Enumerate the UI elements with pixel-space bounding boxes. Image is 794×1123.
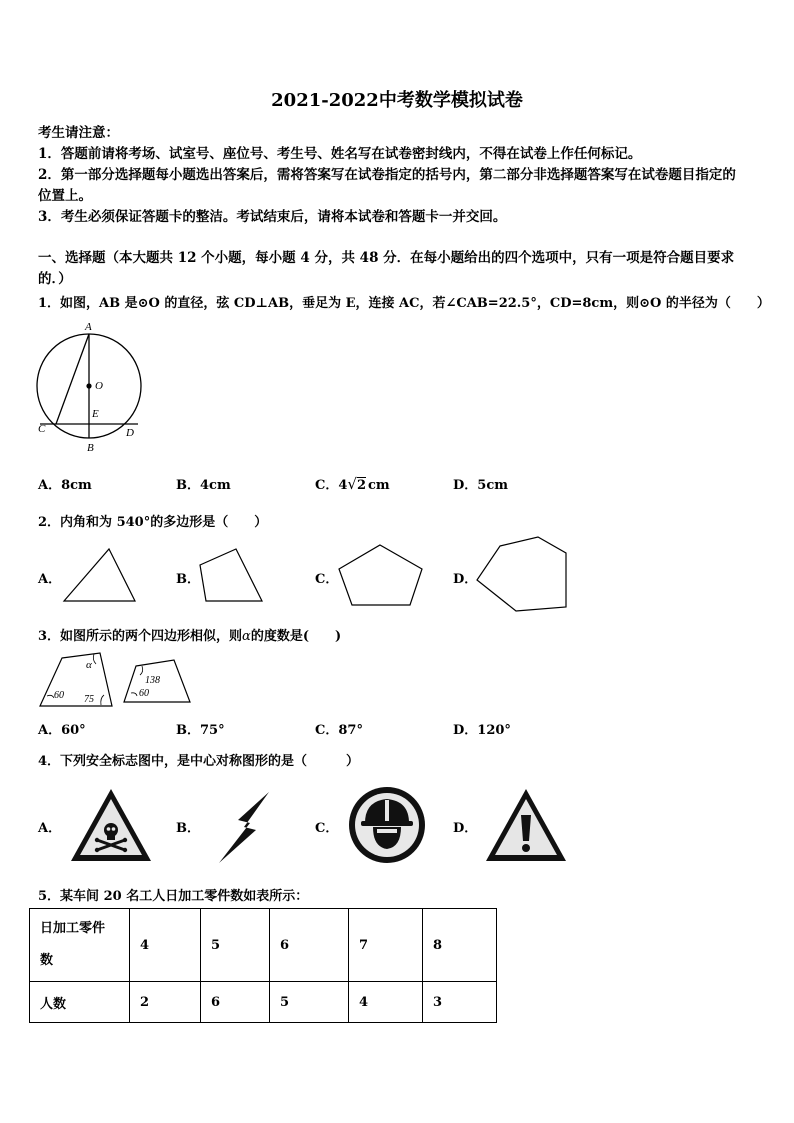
hexagon-shape (474, 534, 570, 614)
q1-option-a: A．8cm (38, 478, 92, 493)
notice-heading: 考生请注意： (38, 125, 119, 141)
q3-option-b: B．75° (176, 723, 225, 738)
table-cell: 4 (130, 909, 201, 982)
q4-option-d: D． (453, 821, 478, 836)
notice-item-1: 1．答题前请将考场、试室号、座位号、考生号、姓名写在试卷密封线内，不得在试卷上作任何标记。 (38, 146, 642, 162)
label-angle-75: 75 (84, 694, 94, 705)
table-cell: 4 (349, 982, 423, 1023)
q2-option-b: B． (176, 572, 200, 587)
table-cell: 5 (270, 982, 349, 1023)
sqrt-sign: √ (347, 475, 357, 493)
label-a: A (85, 321, 92, 333)
q3-stem-prefix: 3．如图所示的两个四边形相似，则 (38, 629, 243, 644)
table-cell: 7 (349, 909, 423, 982)
q3-quadrilaterals-figure (36, 650, 206, 712)
q1-option-c-prefix: C．4 (315, 478, 348, 493)
segment-ac (56, 334, 89, 424)
table-row (30, 982, 497, 1023)
q3-stem-suffix: 的度数是( ) (250, 629, 342, 644)
exclamation-warning-icon (484, 787, 568, 863)
q3-stem (38, 625, 341, 644)
hard-hat-icon (347, 785, 427, 865)
q3-option-d: D．120° (453, 723, 511, 738)
triangle-shape (60, 546, 140, 604)
q2-option-a: A． (38, 572, 62, 587)
table-row (30, 909, 497, 982)
table-cell: 5 (201, 909, 270, 982)
label-angle-60-b: 60 (139, 688, 149, 699)
q2-option-c: C． (315, 572, 339, 587)
q1-stem: 1．如图，AB 是⊙O 的直径，弦 CD⊥AB，垂足为 E，连接 AC，若∠CAB=22.5°，CD=8cm，则⊙O 的半径为（ ） (38, 296, 770, 311)
label-angle-60-a: 60 (54, 690, 64, 701)
label-angle-138: 138 (145, 675, 160, 686)
label-d: D (126, 427, 134, 439)
center-o (86, 383, 91, 388)
notice-item-3: 3．考生必须保证答题卡的整洁。考试结束后，请将本试卷和答题卡一并交回。 (38, 209, 507, 225)
q5-data-table (29, 908, 497, 1023)
label-b: B (87, 442, 94, 454)
q4-option-b: B． (176, 821, 200, 836)
table-cell: 2 (130, 982, 201, 1023)
label-alpha: α (86, 659, 92, 671)
table-header-parts: 日加工零件 数 (30, 909, 130, 982)
q1-option-c-radicand: 2 (356, 478, 367, 493)
quadrilateral-shape (196, 546, 268, 604)
q5-stem: 5．某车间 20 名工人日加工零件数如表所示： (38, 889, 309, 904)
q4-stem: 4．下列安全标志图中，是中心对称图形的是（ ） (38, 754, 360, 769)
table-cell: 6 (270, 909, 349, 982)
q4-option-c: C． (315, 821, 339, 836)
q3-option-c: C．87° (315, 723, 363, 738)
q1-circle-figure (30, 318, 145, 458)
q3-option-a: A．60° (38, 723, 86, 738)
page-title: 2021-2022中考数学模拟试卷 (271, 90, 523, 111)
notice-item-2-cont: 位置上。 (38, 188, 92, 204)
toxic-warning-icon (68, 786, 154, 864)
section-heading: 一、选择题（本大题共 12 个小题，每小题 4 分，共 48 分．在每小题给出的四个选项中，只有一项是符合题目要求 (38, 250, 735, 266)
q2-option-d: D． (453, 572, 478, 587)
q1-option-d: D．5cm (453, 478, 508, 493)
q1-option-c (315, 474, 390, 493)
table-cell: 3 (423, 982, 497, 1023)
label-o: O (95, 380, 103, 392)
notice-item-2: 2．第一部分选择题每小题选出答案后，需将答案写在试卷指定的括号内，第二部分非选择题答案写在试卷题目指定的 (38, 167, 736, 183)
q1-option-b: B．4cm (176, 478, 231, 493)
pentagon-shape (336, 542, 428, 608)
label-c: C (38, 423, 46, 435)
table-header-people: 人数 (30, 982, 130, 1023)
label-e: E (92, 408, 99, 420)
table-cell: 6 (201, 982, 270, 1023)
q1-option-c-suffix: cm (368, 478, 390, 493)
q3-stem-alpha: α (242, 629, 251, 644)
section-heading-cont: 的．） (38, 271, 72, 287)
table-cell: 8 (423, 909, 497, 982)
q4-option-a: A． (38, 821, 62, 836)
lightning-bolt-icon (214, 790, 274, 866)
q2-stem: 2．内角和为 540°的多边形是（ ） (38, 515, 268, 530)
